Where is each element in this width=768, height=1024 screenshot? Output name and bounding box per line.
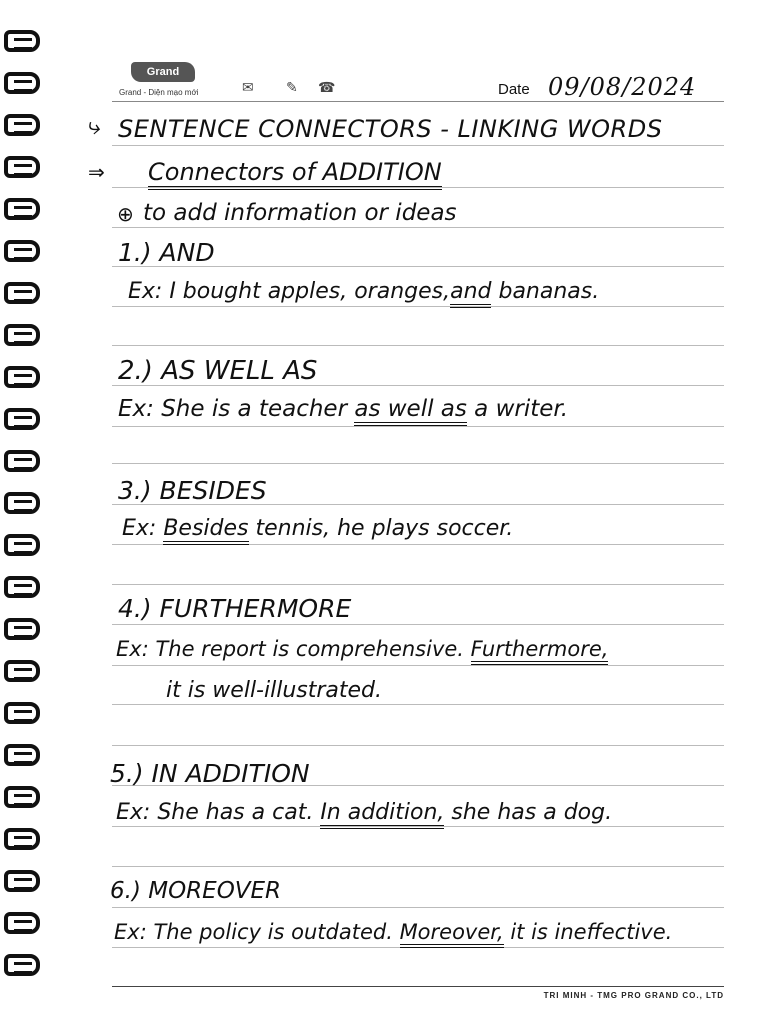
bracket-arrow-icon: ⤷	[86, 112, 100, 140]
item-heading-3: 3.) BESIDES	[118, 476, 267, 505]
connector-highlight: and	[450, 279, 491, 308]
ruled-line	[112, 345, 724, 346]
plus-circle-icon: ⊕	[117, 202, 134, 226]
ruled-line	[112, 665, 724, 666]
brand-tagline: Grand - Diện mạo mới	[119, 88, 199, 97]
pen-icon: ✎	[286, 80, 298, 96]
item-example-6: Ex: The policy is outdated. Moreover, it is ineffective.	[114, 920, 672, 944]
item-heading-2: 2.) AS WELL AS	[118, 356, 318, 386]
ruled-line	[112, 145, 724, 146]
header-rule	[112, 101, 724, 102]
connector-highlight: In addition,	[320, 800, 444, 829]
ruled-line	[112, 426, 724, 427]
connector-highlight: Moreover,	[400, 920, 504, 948]
item-example-4: Ex: The report is comprehensive. Furthermore,	[116, 637, 608, 661]
section-heading: Connectors of ADDITION	[148, 158, 442, 186]
ruled-line	[112, 704, 724, 705]
ruled-line	[112, 306, 724, 307]
ruled-line	[112, 745, 724, 746]
date-value: 09/08/2024	[548, 73, 697, 101]
page-title: SENTENCE CONNECTORS - LINKING WORDS	[118, 115, 663, 143]
purpose-text: to add information or ideas	[143, 200, 457, 226]
item-heading-6: 6.) MOREOVER	[110, 878, 282, 904]
ruled-line	[112, 624, 724, 625]
item-example-5: Ex: She has a cat. In addition, she has a dog.	[116, 800, 612, 825]
connector-highlight: Furthermore,	[471, 637, 609, 665]
item-heading-1: 1.) AND	[118, 238, 215, 267]
item-example-2: Ex: She is a teacher as well as a writer.	[118, 396, 568, 422]
ruled-line	[112, 227, 724, 228]
phone-icon: ☎	[318, 80, 336, 96]
connector-highlight: as well as	[354, 396, 467, 426]
brand-logo: Grand	[131, 62, 195, 82]
connector-highlight: Besides	[163, 516, 248, 545]
ruled-line	[112, 584, 724, 585]
item-heading-4: 4.) FURTHERMORE	[118, 594, 352, 623]
ruled-line	[112, 986, 724, 987]
laptop-icon: ✉	[242, 80, 254, 96]
date-label: Date	[498, 81, 530, 98]
ruled-line	[112, 907, 724, 908]
ruled-line	[112, 463, 724, 464]
item-example-4-continued: it is well-illustrated.	[166, 678, 383, 703]
spiral-binding	[0, 30, 50, 1000]
item-heading-5: 5.) IN ADDITION	[110, 759, 310, 788]
footer-brand: TRI MINH - TMG PRO GRAND CO., LTD	[543, 991, 724, 1000]
arrow-icon: ⇒	[88, 160, 105, 184]
ruled-line	[112, 866, 724, 867]
item-example-3: Ex: Besides tennis, he plays soccer.	[122, 516, 513, 541]
item-example-1: Ex: I bought apples, oranges,and bananas.	[128, 279, 599, 304]
